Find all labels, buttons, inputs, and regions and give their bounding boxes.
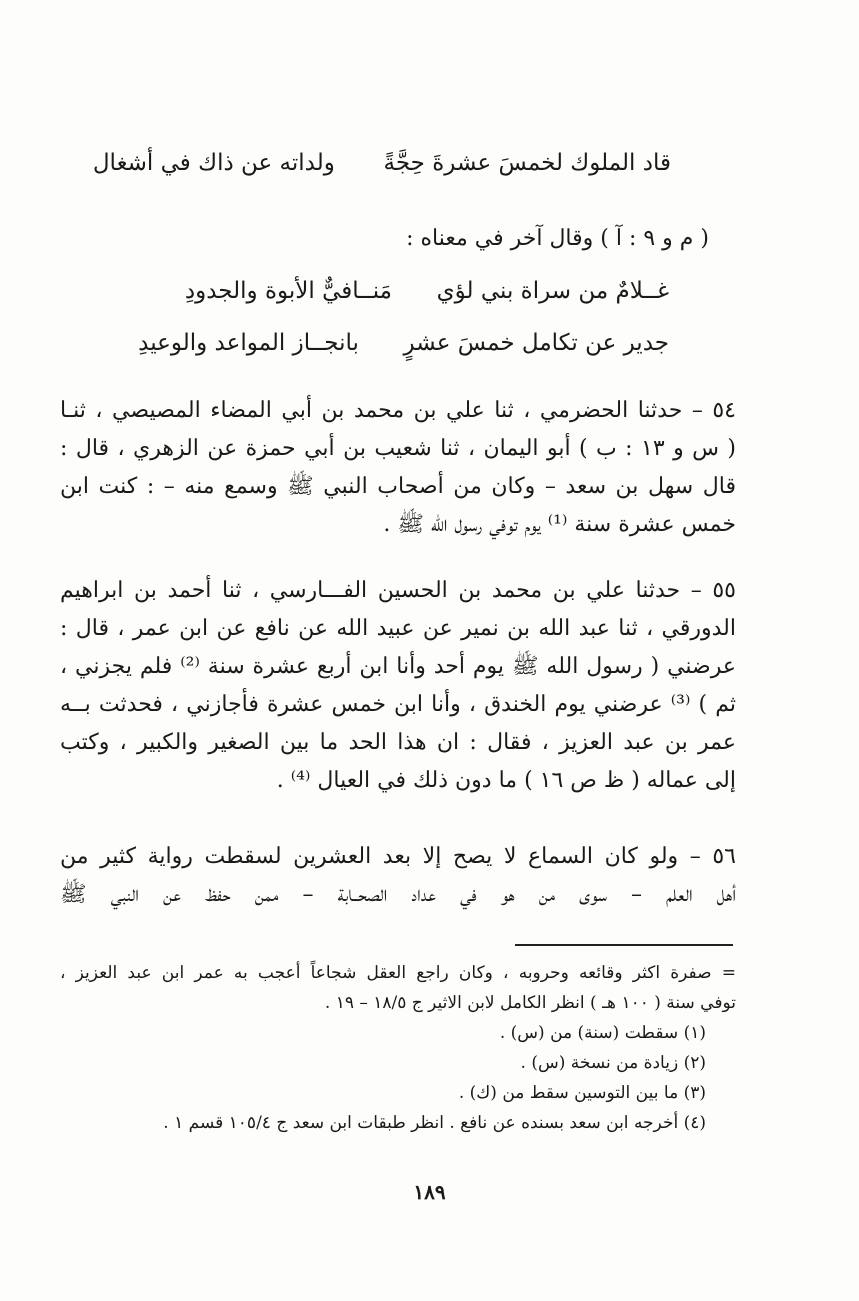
verse-hemistich: قاد الملوك لخمسَ عشرةَ حِجَّةً: [383, 150, 671, 176]
verse-line: [93, 150, 671, 176]
footnotes: [60, 958, 736, 1138]
verse-hemistich: جدير عن تكامل خمسَ عشرٍ: [403, 330, 669, 356]
verse-line: [185, 278, 669, 304]
page-number: ١٨٩: [413, 1180, 446, 1204]
text-line: أهل العلم – سوى من هو في عداد الصحــابة – ممن حفظ عن النبي ﷺ: [60, 882, 736, 907]
text-line: الدورقي ، ثنا عبد الله بن نمير عن عبيد الله عن نافع عن ابن عمر ، قال :: [60, 616, 736, 641]
footnote-3: (٣) ما بين التوسين سقط من (ك) .: [458, 1083, 706, 1103]
paragraph-56: [60, 838, 736, 914]
verse-line: [138, 330, 669, 356]
footnote-continuation: = صفرة اكثر وقائعه وحروبه ، وكان راجع العقل شجاعاً أعجب به عمر ابن عبد العزيز ،: [60, 963, 736, 983]
verse-hemistich: مَنــافيٌّ الأبوة والجدودِ: [184, 278, 393, 304]
footnote-2: (٢) زيادة من نسخة (س) .: [520, 1053, 706, 1073]
text-line: عرضني ( رسول الله ﷺ يوم أحد وأنا ابن أربع عشرة سنة ⁽²⁾ فلم يجزني ،: [60, 654, 736, 679]
hadith-55: [60, 572, 736, 800]
verse-hemistich: ولداته عن ذاك في أشغال: [92, 150, 335, 176]
text-line: قال سهل بن سعد – وكان من أصحاب النبي ﷺ وسمع منه – : كنت ابن: [60, 474, 736, 499]
text-line: خمس عشرة سنة ⁽¹⁾ يوم توفي رسول الله ﷺ .: [383, 512, 736, 537]
footnote-separator: [515, 944, 733, 946]
hadith-54: [60, 392, 736, 544]
text-line: ٥٥ – حدثنا علي بن محمد بن الحسين الفـــارسي ، ثنا أحمد بن ابراهيم: [60, 578, 736, 603]
text-line: عمر بن عبد العزيز ، فقال : ان هذا الحد ما بين الصغير والكبير ، وكتب: [60, 730, 736, 755]
poem-source-line: ( م و ٩ : آ ) وقال آخر في معناه :: [406, 226, 709, 251]
text-line: ثم ) ⁽³⁾ عرضني يوم الخندق ، وأنا ابن خمس عشرة فأجازني ، فحدثت بــه: [60, 692, 736, 717]
text-line: ( س و ١٣ : ب ) أبو اليمان ، ثنا شعيب بن أبي حمزة عن الزهري ، قال :: [60, 436, 736, 461]
footnote-4: (٤) أخرجه ابن سعد بسنده عن نافع . انظر طبقات ابن سعد ج ١٠٥/٤ قسم ١ .: [163, 1113, 706, 1133]
verse-hemistich: غــلامٌ من سراة بني لؤي: [436, 278, 669, 304]
verse-hemistich: بانجــاز المواعد والوعيدِ: [138, 330, 359, 356]
footnote-continuation: توفي سنة ( ١٠٠ هـ ) انظر الكامل لابن الاثير ج ١٨/٥ – ١٩ .: [324, 993, 736, 1013]
text-line: ٥٦ – ولو كان السماع لا يصح إلا بعد العشرين لسقطت رواية كثير من: [60, 844, 736, 869]
footnote-1: (١) سقطت (سنة) من (س) .: [499, 1023, 706, 1043]
text-line: إلى عماله ( ظ ص ١٦ ) ما دون ذلك في العيال ⁽⁴⁾ .: [276, 768, 736, 793]
text-line: ٥٤ – حدثنا الحضرمي ، ثنا علي بن محمد بن أبي المضاء المصيصي ، ثنـا: [60, 398, 736, 423]
